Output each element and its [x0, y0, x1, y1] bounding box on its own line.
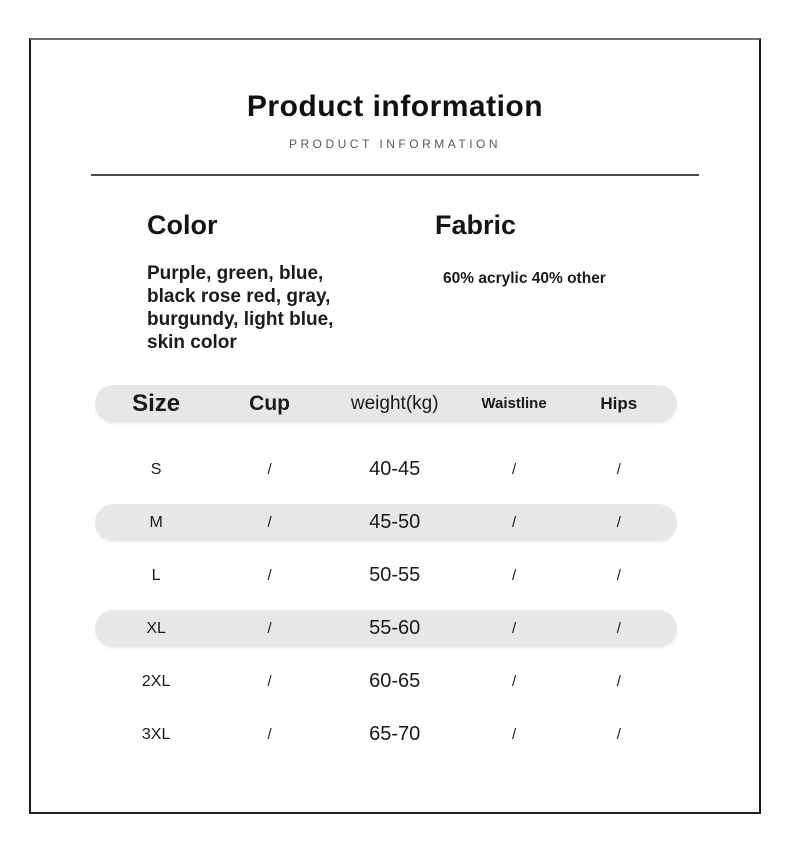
- cell-waistline: /: [511, 726, 517, 743]
- column-header-size: Size: [132, 389, 181, 417]
- cell-weight: 50-55: [369, 564, 421, 586]
- cell-weight: 55-60: [369, 617, 421, 639]
- size-table: [95, 385, 677, 753]
- fabric-heading: Fabric: [435, 210, 517, 240]
- cell-cup: /: [267, 567, 272, 584]
- cell-size: XL: [146, 619, 166, 637]
- column-header-weight: weight(kg): [350, 392, 439, 414]
- page-title: Product information: [246, 90, 544, 123]
- table-row: [95, 504, 677, 541]
- cell-cup: /: [267, 514, 272, 531]
- color-line: Purple, green, blue,: [147, 263, 324, 284]
- color-line: burgundy, light blue,: [147, 309, 334, 330]
- fabric-section: [435, 210, 759, 354]
- cell-weight: 45-50: [369, 511, 421, 533]
- cell-size: 2XL: [141, 672, 171, 690]
- cell-size: M: [149, 513, 163, 531]
- fabric-value: 60% acrylic 40% other: [443, 270, 606, 287]
- cell-cup: /: [267, 461, 272, 478]
- table-row: [95, 451, 677, 488]
- color-line: skin color: [147, 332, 237, 353]
- cell-waistline: /: [511, 620, 517, 637]
- table-row: [95, 663, 677, 700]
- cell-hips: /: [616, 726, 621, 743]
- color-value: [147, 262, 435, 354]
- cell-cup: /: [267, 620, 272, 637]
- column-header-hips: Hips: [600, 393, 638, 413]
- cell-waistline: /: [511, 567, 517, 584]
- cell-hips: /: [616, 673, 621, 690]
- color-line: black rose red, gray,: [147, 286, 331, 307]
- cell-hips: /: [616, 567, 621, 584]
- cell-cup: /: [267, 726, 272, 743]
- cell-hips: /: [616, 514, 621, 531]
- attributes-section: [31, 210, 759, 354]
- cell-size: S: [150, 460, 162, 478]
- cell-size: L: [151, 566, 161, 584]
- column-header-cup: Cup: [249, 391, 290, 415]
- cell-weight: 65-70: [369, 723, 421, 745]
- table-row: [95, 557, 677, 594]
- cell-waistline: /: [511, 673, 517, 690]
- table-header-row: [95, 385, 677, 422]
- cell-hips: /: [616, 461, 621, 478]
- cell-hips: /: [616, 620, 621, 637]
- color-section: [147, 210, 435, 354]
- product-info-card: [29, 38, 761, 814]
- table-row: [95, 610, 677, 647]
- color-heading: Color: [147, 210, 218, 240]
- page-subtitle: PRODUCT INFORMATION: [288, 137, 502, 151]
- cell-waistline: /: [511, 514, 517, 531]
- cell-waistline: /: [511, 461, 517, 478]
- cell-cup: /: [267, 673, 272, 690]
- cell-weight: 60-65: [369, 670, 421, 692]
- column-header-waistline: Waistline: [481, 395, 547, 412]
- cell-weight: 40-45: [369, 458, 421, 480]
- table-row: [95, 716, 677, 753]
- cell-size: 3XL: [141, 725, 171, 743]
- header-divider: [91, 174, 699, 176]
